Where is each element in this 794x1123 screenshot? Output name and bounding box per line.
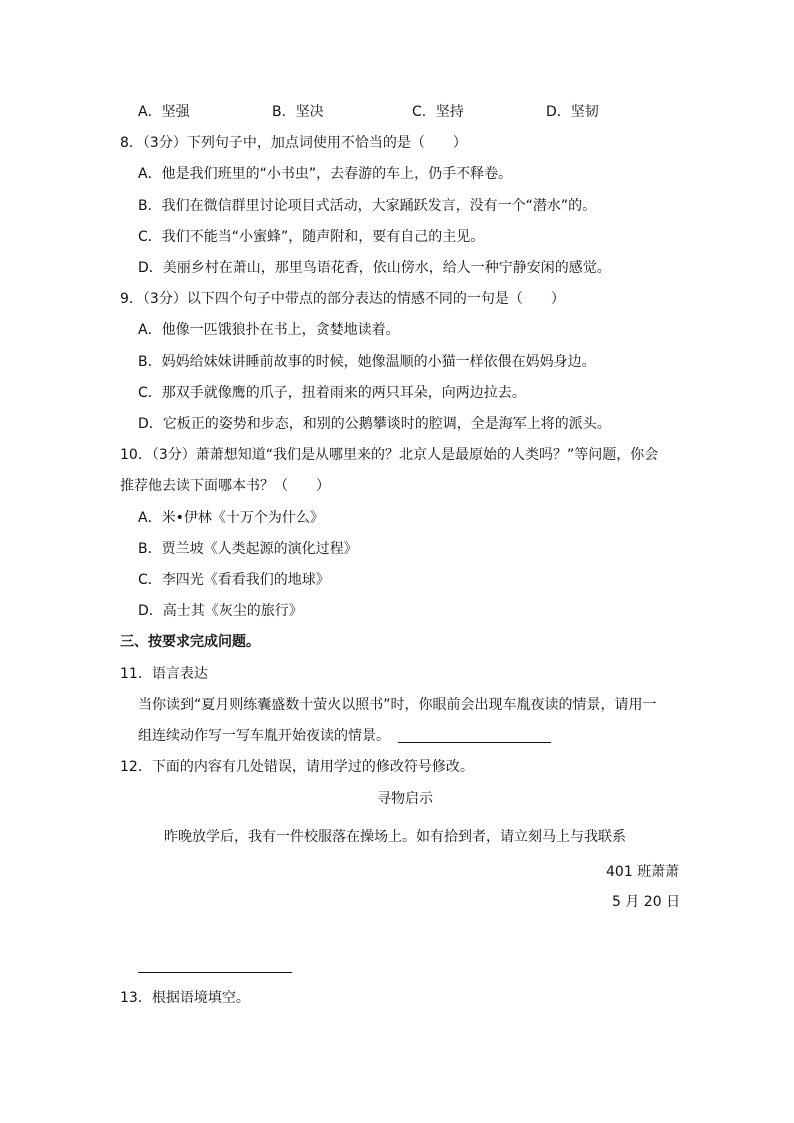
q13-stem: 13．根据语境填空。 [120, 990, 250, 1006]
q11-body-line1: 当你读到“夏月则练囊盛数十萤火以照书”时，你眼前会出现车胤夜读的情景，请用一 [138, 697, 657, 713]
q11-title: 11．语言表达 [120, 666, 208, 682]
q12-stem: 12．下面的内容有几处错误，请用学过的修改符号修改。 [120, 759, 474, 775]
q10-stem-line2: 推荐他去读下面哪本书？（ ） [120, 478, 330, 494]
q8-stem: 8．（3分）下列句子中，加点词使用不恰当的是（ ） [120, 135, 467, 151]
q7-option-c: C．坚持 [412, 104, 464, 120]
q9-option-a: A．他像一匹饿狼扑在书上，贪婪地读着。 [138, 322, 400, 338]
q8-option-c: C．我们不能当“小蜜蜂”，随声附和，要有自己的主见。 [138, 229, 485, 245]
q8-option-b: B．我们在微信群里讨论项目式活动，大家踊跃发言，没有一个“潜水”的。 [138, 198, 597, 214]
q7-option-b: B．坚决 [272, 104, 324, 120]
notice-body: 昨晚放学后，我有一件校服落在操场上。如有拾到者，请立刻马上与我联系 [164, 829, 626, 845]
q10-option-c: C．李四光《看看我们的地球》 [138, 572, 330, 588]
q10-option-d: D．高士其《灰尘的旅行》 [138, 603, 303, 619]
q11-body-line2: 组连续动作写一写车胤开始夜读的情景。 [138, 728, 390, 744]
notice-signature: 401 班萧萧 [606, 864, 680, 880]
q7-option-d: D．坚韧 [546, 104, 599, 120]
q8-option-a: A．他是我们班里的“小书虫”，去春游的车上，仍手不释卷。 [138, 166, 513, 182]
q10-stem-line1: 10．（3分）萧萧想知道“我们是从哪里来的？北京人是最原始的人类吗？”等问题，你会 [120, 447, 659, 463]
q9-option-c: C．那双手就像鹰的爪子，扭着雨来的两只耳朵，向两边拉去。 [138, 385, 526, 401]
q9-stem: 9．（3分）以下四个句子中带点的部分表达的情感不同的一句是（ ） [120, 291, 565, 307]
q8-option-d: D．美丽乡村在萧山，那里鸟语花香，依山傍水，给人一种宁静安闲的感觉。 [138, 260, 611, 276]
notice-title: 寻物启示 [377, 791, 433, 807]
notice-date: 5 月 20 日 [612, 894, 681, 910]
section-heading: 三、按要求完成问题。 [120, 634, 260, 650]
q10-option-a: A．米•伊林《十万个为什么》 [138, 510, 324, 526]
q9-option-d: D．它板正的姿势和步态，和别的公鹅攀谈时的腔调，全是海军上将的派头。 [138, 416, 611, 432]
q10-option-b: B．贾兰坡《人类起源的演化过程》 [138, 541, 358, 557]
q12-answer-blank[interactable] [138, 972, 292, 973]
q9-option-b: B．妈妈给妹妹讲睡前故事的时候，她像温顺的小猫一样依偎在妈妈身边。 [138, 354, 596, 370]
q11-answer-blank[interactable] [398, 742, 551, 743]
q7-option-a: A．坚强 [138, 104, 190, 120]
